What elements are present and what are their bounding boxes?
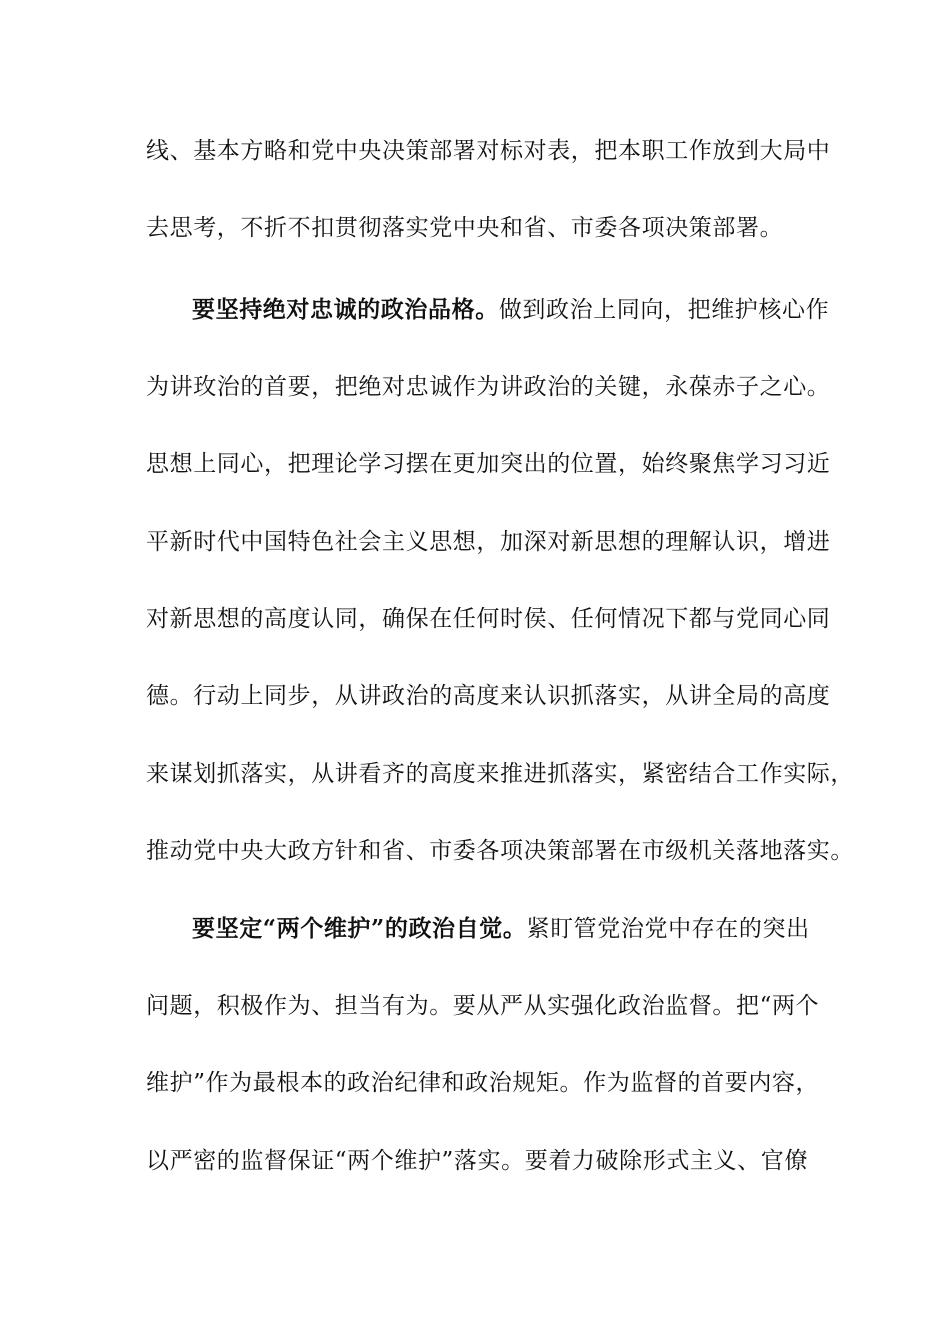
text-line: 维护”作为最根本的政治纪律和政治规矩。作为监督的首要内容， xyxy=(146,1070,820,1096)
paragraph-first-line xyxy=(192,295,830,325)
text-line: 思想上同心，把理论学习摆在更加突出的位置，始终聚焦学习习近 xyxy=(146,451,831,477)
text-line: 线、基本方略和党中央决策部署对标对表，把本职工作放到大局中 xyxy=(146,138,831,164)
text-line: 推动党中央大政方针和省、市委各项决策部署在市级机关落地落实。 xyxy=(146,838,854,864)
paragraph-heading: 要坚持绝对忠诚的政治品格。 xyxy=(192,296,499,323)
text-line: 去思考，不折不扣贯彻落实党中央和省、市委各项决策部署。 xyxy=(146,215,784,241)
paragraph-heading: 要坚定“两个维护”的政治自觉。 xyxy=(192,915,527,942)
text-line: 来谋划抓落实，从讲看齐的高度来推进抓落实，紧密结合工作实际， xyxy=(146,761,854,787)
paragraph-first-line xyxy=(192,914,810,944)
paragraph-text: 紧盯管党治党中存在的突出 xyxy=(526,916,810,942)
text-line: 问题，积极作为、担当有为。要从严从实强化政治监督。把“两个 xyxy=(146,993,820,1019)
text-line: 为讲玫治的首要，把绝对忠诚作为讲政治的关键，永葆赤子之心。 xyxy=(146,374,831,400)
paragraph-text: 做到政治上同向，把维护核心作 xyxy=(498,297,830,323)
text-line: 平新时代中国特色社会主义思想，加深对新思想的理解认识，增进 xyxy=(146,529,831,555)
text-line: 德。行动上同步，从讲政治的高度来认识抓落实，从讲全局的高度 xyxy=(146,683,831,709)
text-line: 对新思想的高度认同，确保在任何时侯、任何情况下都与党同心同 xyxy=(146,606,831,632)
text-line: 以严密的监督保证“两个维护”落实。要着力破除形式主义、官僚 xyxy=(146,1148,808,1174)
